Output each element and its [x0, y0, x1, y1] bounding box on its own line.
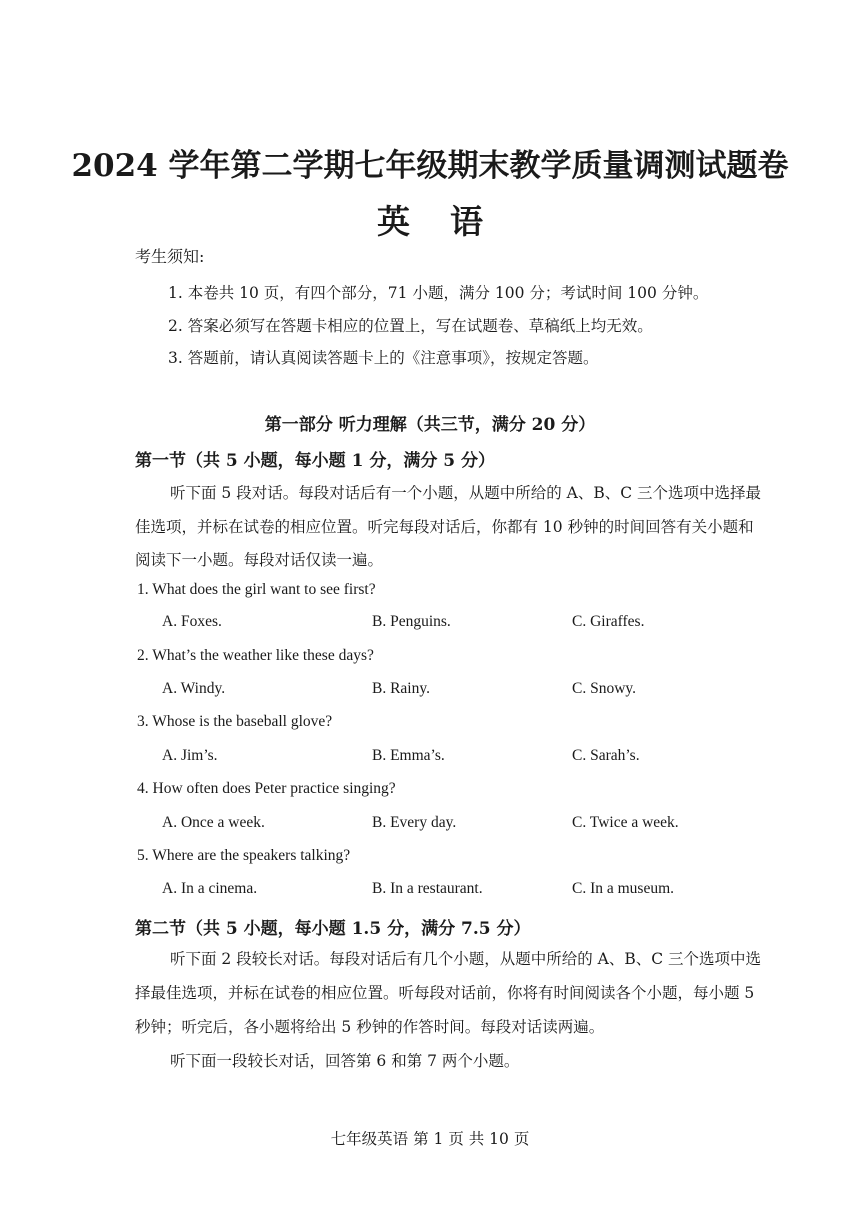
subject-title: 英语	[377, 202, 523, 241]
option-c: C. Giraffes.	[572, 613, 645, 630]
question-text: 2. What’s the weather like these days?	[137, 647, 374, 664]
option-c: C. Sarah’s.	[572, 747, 640, 764]
instruction-line: 秒钟；听完后，各小题将给出 5 秒钟的作答时间。每段对话读两遍。	[135, 1018, 605, 1036]
instruction-line: 听下面 5 段对话。每段对话后有一个小题，从题中所给的 A、B、C 三个选项中选择最	[170, 484, 762, 502]
question-text: 3. Whose is the baseball glove?	[137, 713, 333, 730]
option-b: B. Rainy.	[372, 680, 430, 697]
option-a: A. Windy.	[162, 680, 226, 697]
instruction-line: 听下面 2 段较长对话。每段对话后有几个小题，从题中所给的 A、B、C 三个选项中选	[170, 950, 762, 968]
section-heading: 第一节（共 5 小题，每小题 1 分，满分 5 分）	[135, 451, 495, 471]
section-heading: 第二节（共 5 小题，每小题 1.5 分，满分 7.5 分）	[135, 919, 531, 939]
notice-label: 考生须知:	[135, 247, 205, 266]
question-text: 1. What does the girl want to see first?	[137, 581, 376, 598]
notice-item: 1. 本卷共 10 页，有四个部分，71 小题，满分 100 分；考试时间 100 分钟。	[168, 284, 709, 302]
option-a: A. Jim’s.	[162, 747, 218, 764]
instruction-line: 阅读下一小题。每段对话仅读一遍。	[135, 551, 384, 569]
exam-title: 2024 学年第二学期七年级期末教学质量调测试题卷	[71, 148, 789, 184]
instruction-line: 佳选项，并标在试卷的相应位置。听完每段对话后，你都有 10 秒钟的时间回答有关小题和	[135, 518, 754, 536]
option-b: B. Penguins.	[372, 613, 451, 630]
part-heading: 第一部分 听力理解（共三节，满分 20 分）	[264, 415, 596, 435]
option-a: A. Foxes.	[162, 613, 222, 630]
option-a: A. In a cinema.	[162, 880, 258, 897]
question-text: 4. How often does Peter practice singing?	[137, 780, 396, 797]
option-c: C. Twice a week.	[572, 814, 679, 831]
instruction-line: 择最佳选项，并标在试卷的相应位置。听每段对话前，你将有时间阅读各个小题，每小题 5	[135, 984, 755, 1002]
notice-item: 3. 答题前，请认真阅读答题卡上的《注意事项》，按规定答题。	[168, 349, 599, 367]
question-text: 5. Where are the speakers talking?	[137, 847, 351, 864]
page-footer: 七年级英语 第 1 页 共 10 页	[330, 1130, 530, 1148]
notice-item: 2. 答案必须写在答题卡相应的位置上，写在试题卷、草稿纸上均无效。	[168, 317, 653, 335]
option-c: C. In a museum.	[572, 880, 675, 897]
option-b: B. Emma’s.	[372, 747, 445, 764]
option-c: C. Snowy.	[572, 680, 637, 697]
sub-instruction: 听下面一段较长对话，回答第 6 和第 7 两个小题。	[170, 1052, 520, 1070]
option-b: B. Every day.	[372, 814, 457, 831]
option-a: A. Once a week.	[162, 814, 265, 831]
option-b: B. In a restaurant.	[372, 880, 483, 897]
